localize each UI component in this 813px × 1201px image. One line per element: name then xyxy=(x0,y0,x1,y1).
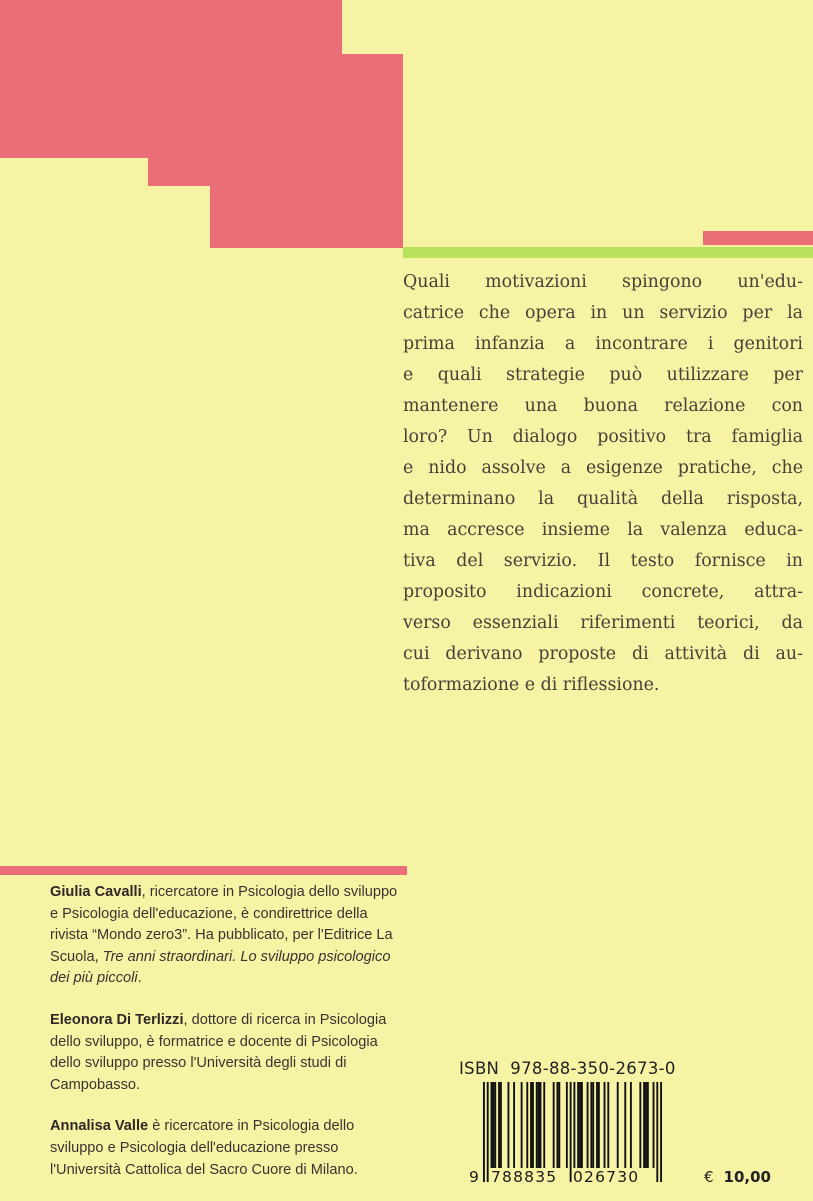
barcode-bar xyxy=(656,1082,658,1182)
book-title: Tre anni straordinari. Lo sviluppo psicologico dei più piccoli xyxy=(50,948,391,987)
price xyxy=(704,1168,771,1186)
barcode-bars xyxy=(483,1082,662,1182)
barcode-bar xyxy=(647,1082,649,1168)
barcode-bar xyxy=(500,1082,502,1168)
barcode-bar xyxy=(579,1082,581,1168)
barcode-bar xyxy=(526,1082,528,1168)
barcode-bar xyxy=(536,1082,538,1168)
isbn-label: ISBN xyxy=(459,1059,500,1078)
author-name: Giulia Cavalli xyxy=(50,884,142,900)
blurb-line: proposito indicazioni concrete, attra- xyxy=(403,582,803,602)
barcode-bar xyxy=(530,1082,532,1168)
author-bios xyxy=(50,882,408,1201)
barcode-bar xyxy=(487,1082,489,1182)
barcode-bar xyxy=(645,1082,647,1168)
barcode-bar xyxy=(587,1082,589,1168)
author-name: Eleonora Di Terlizzi xyxy=(50,1011,184,1028)
barcode-bar xyxy=(596,1082,598,1168)
author-bio xyxy=(50,882,408,990)
blurb-line: catrice che opera in un servizio per la xyxy=(403,303,803,323)
blurb-line: loro? Un dialogo positivo tra famiglia xyxy=(403,427,803,447)
author-bio-text: è ricercatore in Psicologia dello sviluppo e Psicologia dell'educazione presso l'Università Cattolica del Sacro Cuore di Milano. xyxy=(50,1118,358,1178)
barcode-bar xyxy=(607,1082,609,1168)
barcode-bar xyxy=(553,1082,555,1168)
author-bio-text: , dottore di ricerca in Psicologia dello sviluppo, è formatrice e docente di Psicologia dello sviluppo presso l'Università degli studi di Campobasso. xyxy=(50,1011,387,1093)
barcode-bar xyxy=(570,1082,572,1182)
barcode-bar xyxy=(624,1082,626,1168)
barcode-bar xyxy=(573,1082,575,1182)
barcode-first-digit: 9 xyxy=(469,1168,479,1186)
barcode-bar xyxy=(617,1082,619,1168)
currency-symbol: € xyxy=(704,1168,714,1186)
barcode-bar xyxy=(483,1082,485,1182)
price-amount: 10,00 xyxy=(723,1168,771,1186)
barcode-bar xyxy=(521,1082,523,1168)
barcode-bar xyxy=(630,1082,632,1168)
barcode-bar xyxy=(491,1082,493,1168)
barcode-right-digits: 026730 xyxy=(573,1168,640,1186)
barcode-bar xyxy=(532,1082,534,1168)
green-divider-bar xyxy=(403,247,813,258)
barcode-bar xyxy=(494,1082,496,1168)
isbn-number: 978-88-350-2673-0 xyxy=(510,1059,676,1078)
barcode-bar xyxy=(558,1082,560,1168)
barcode xyxy=(468,1082,668,1190)
isbn-line xyxy=(459,1059,676,1078)
barcode-bar xyxy=(498,1082,500,1168)
blurb-line: ma accresce insieme la valenza educa- xyxy=(403,520,803,540)
barcode-bar xyxy=(540,1082,542,1168)
barcode-bar xyxy=(543,1082,545,1168)
blurb-line: cui derivano proposte di attività di au- xyxy=(403,644,803,664)
barcode-bar xyxy=(590,1082,592,1168)
blurb-line: e nido assolve a esigenze pratiche, che xyxy=(403,458,803,478)
blurb-line: tiva del servizio. Il testo fornisce in xyxy=(403,551,803,571)
author-bio xyxy=(50,1116,408,1181)
barcode-bar xyxy=(507,1082,509,1168)
blurb-line: determinano la qualità della risposta, xyxy=(403,489,803,509)
author-bio xyxy=(50,1010,408,1096)
blurb-line: Quali motivazioni spingono un'edu- xyxy=(403,272,803,292)
blurb-line: e quali strategie può utilizzare per xyxy=(403,365,803,385)
barcode-bar xyxy=(538,1082,540,1168)
blurb-line: toformazione e di riflessione. xyxy=(403,675,660,695)
barcode-bar xyxy=(513,1082,515,1168)
author-bio-text: , ricercatore in Psicologia dello sviluppo e Psicologia dell'educazione, è condirettrice della rivista “Mondo zero3”. Ha pubblicato, per l'Editrice La Scuola, xyxy=(50,884,398,965)
pink-divider-bar xyxy=(703,231,813,245)
barcode-bar xyxy=(581,1082,583,1168)
barcode-bar xyxy=(639,1082,641,1168)
pink-block-lower xyxy=(210,186,403,248)
barcode-bar xyxy=(660,1082,662,1182)
barcode-bar xyxy=(577,1082,579,1168)
pink-block-top xyxy=(0,0,342,54)
author-name: Annalisa Valle xyxy=(50,1118,149,1135)
barcode-bar xyxy=(492,1082,494,1168)
barcode-bar xyxy=(604,1082,606,1168)
author-bio-text: . xyxy=(137,970,142,987)
barcode-left-digits: 788835 xyxy=(491,1168,558,1186)
barcode-bar xyxy=(598,1082,600,1168)
pink-block-middle xyxy=(148,158,403,186)
barcode-bar xyxy=(643,1082,645,1168)
blurb-line: prima infanzia a incontrare i genitori xyxy=(403,334,803,354)
barcode-bar xyxy=(566,1082,568,1168)
barcode-bar xyxy=(653,1082,655,1168)
blurb-line: verso essenziali riferimenti teorici, da xyxy=(403,613,803,633)
pink-block-upper xyxy=(0,54,403,158)
blurb-line: mantenere una buona relazione con xyxy=(403,396,803,416)
barcode-bar xyxy=(556,1082,558,1168)
back-cover-blurb xyxy=(403,267,803,701)
pink-bios-divider xyxy=(0,866,407,875)
barcode-bar xyxy=(592,1082,594,1168)
